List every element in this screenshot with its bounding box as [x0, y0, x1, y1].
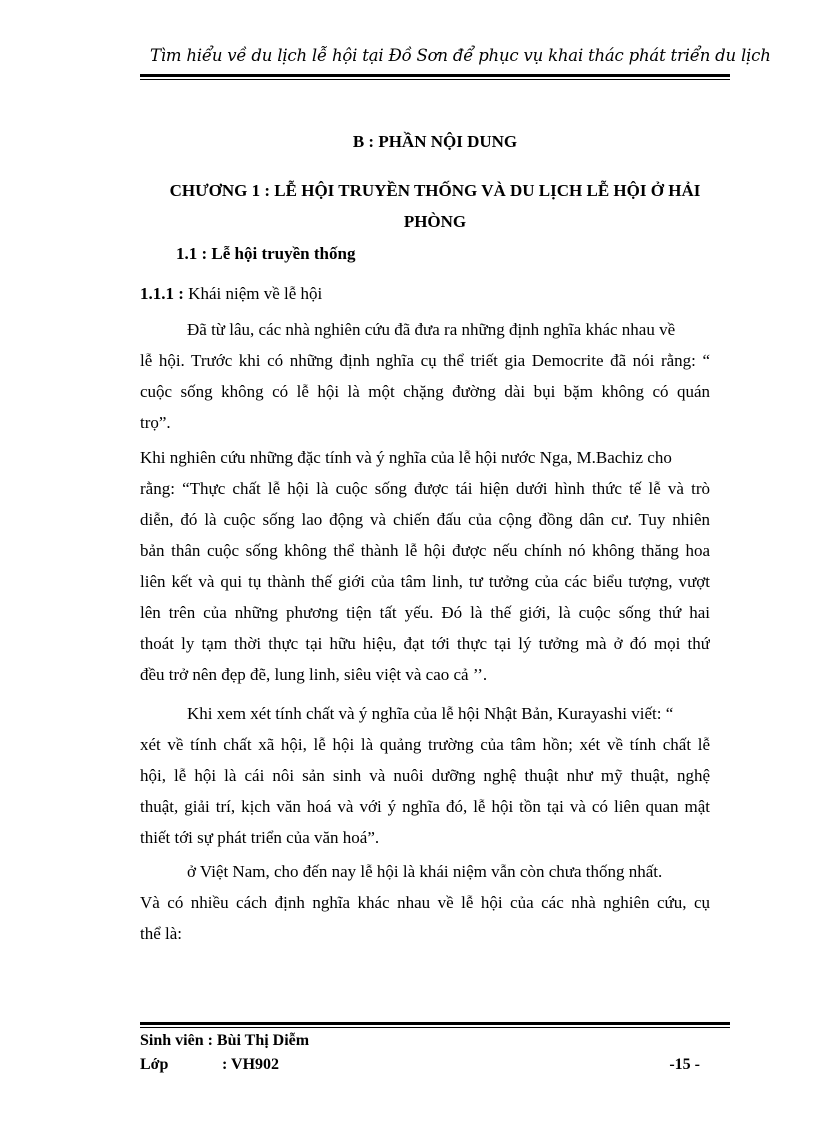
paragraph-4: [140, 856, 710, 949]
text-line: Khi nghiên cứu những đặc tính và ý nghĩa của lễ hội nước Nga, M.Bachiz cho: [140, 448, 672, 467]
text-line: diễn, đó là cuộc sống lao động và chiến đấu của cộng đồng dân cư. Tuy nhiên: [140, 510, 710, 529]
text-line: cuộc sống không có lễ hội là một chặng đường dài bụi bặm không có quán: [140, 382, 710, 401]
footer-rule-thick: [140, 1022, 730, 1025]
running-header: Tìm hiểu về du lịch lễ hội tại Đồ Sơn để phục vụ khai thác phát triển du lịch: [150, 46, 771, 65]
paragraph-1: [140, 314, 710, 438]
text-line: trọ”.: [140, 413, 171, 432]
text-line: lễ hội. Trước khi có những định nghĩa cụ thể triết gia Democrite đã nói rằng: “: [140, 351, 710, 370]
page-number: -15 -: [669, 1056, 700, 1073]
footer-class-label: Lớp: [140, 1056, 169, 1073]
subsection-title: Khái niệm về lễ hội: [183, 284, 323, 303]
text-line: Đã từ lâu, các nhà nghiên cứu đã đưa ra những định nghĩa khác nhau về: [187, 320, 676, 339]
paragraph-2: [140, 442, 710, 690]
part-title: B : PHẦN NỘI DUNG: [352, 132, 518, 151]
text-line: đều trở nên đẹp đẽ, lung linh, siêu việt và cao cả ’’.: [140, 665, 488, 684]
text-line: bản thân cuộc sống không thể thành lễ hội được nếu chính nó không thăng hoa: [140, 541, 710, 560]
chapter-title: [150, 175, 720, 237]
text-line: rằng: “Thực chất lễ hội là cuộc sống được tái hiện dưới hình thức tế lễ và trò: [140, 479, 710, 498]
paragraph-3: [140, 698, 710, 853]
subsection-heading: [140, 284, 322, 304]
header-rule-thin: [140, 79, 730, 80]
chapter-title-line2: PHÒNG: [403, 212, 467, 231]
footer-class-value: : VH902: [222, 1056, 280, 1073]
text-line: Và có nhiều cách định nghĩa khác nhau về lễ hội của các nhà nghiên cứu, cụ: [140, 893, 710, 912]
text-line: ở Việt Nam, cho đến nay lễ hội là khái niệm vẫn còn chưa thống nhất.: [187, 862, 663, 881]
section-heading: 1.1 : Lễ hội truyền thống: [176, 244, 356, 263]
header-rule-thick: [140, 74, 730, 77]
text-line: thiết tới sự phát triển của văn hoá”.: [140, 828, 380, 847]
text-line: thuật, giải trí, kịch văn hoá và với ý nghĩa đó, lễ hội tồn tại và có liên quan mật: [140, 797, 710, 816]
text-line: liên kết và qui tụ thành thế giới của tâm linh, tư tưởng của các biểu tượng, vượt: [140, 572, 710, 591]
text-line: xét về tính chất xã hội, lễ hội là quảng trường của tâm hồn; xét về tính chất lễ: [140, 735, 710, 754]
chapter-title-line1: CHƯƠNG 1 : LỄ HỘI TRUYỀN THỐNG VÀ DU LỊCH LỄ HỘI Ở HẢI: [169, 181, 701, 200]
footer-class: [140, 1056, 700, 1074]
text-line: lên trên của những phương tiện tất yếu. Đó là thế giới, là cuộc sống thứ hai: [140, 603, 710, 622]
text-line: hội, lễ hội là cái nôi sản sinh và nuôi dưỡng nghệ thuật như mỹ thuật, nghệ: [140, 766, 710, 785]
footer-rule-thin: [140, 1027, 730, 1028]
text-line: thoát ly tạm thời thực tại hữu hiệu, đạt tới thực tại lý tưởng mà ở đó mọi thứ: [140, 634, 710, 653]
text-line: Khi xem xét tính chất và ý nghĩa của lễ hội Nhật Bản, Kurayashi viết: “: [187, 704, 674, 723]
footer-student: Sinh viên : Bùi Thị Diễm: [140, 1032, 310, 1049]
text-line: thể là:: [140, 924, 183, 943]
subsection-number: 1.1.1 :: [140, 284, 184, 303]
